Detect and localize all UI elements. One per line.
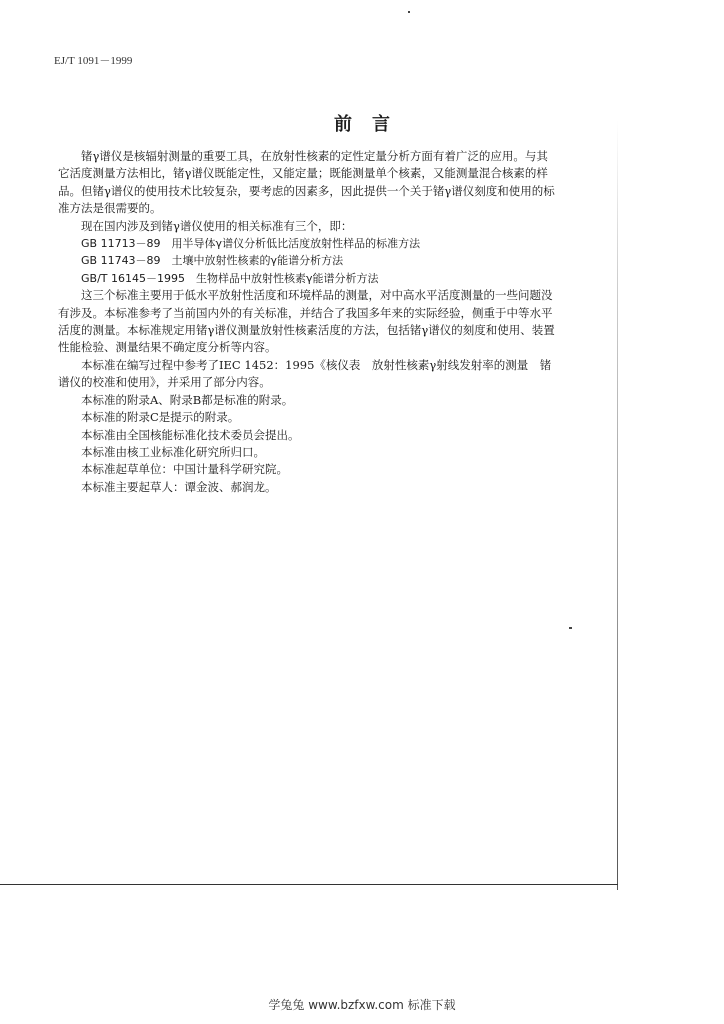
paragraph-scope: 这三个标准主要用于低水平放射性活度和环境样品的测量，对中高水平活度测量的一些问题没有涉及。本标准参考了当前国内外的有关标准，并结合了我国多年来的实际经验，侧重于中等水平活度的测量。本标准规定用锗γ谱仪测量放射性核素活度的方法，包括锗γ谱仪的刻度和使用、装置性能检验、测量结果不确定度分析等内容。 xyxy=(58,288,555,355)
document-body xyxy=(58,148,558,496)
note-drafters: 本标准主要起草人：谭金波、郝润龙。 xyxy=(81,479,277,494)
watermark-footer: 学兔兔 www.bzfxw.com 标准下载 xyxy=(268,998,456,1012)
note-appendix-c: 本标准的附录C是提示的附录。 xyxy=(81,410,240,425)
note-administrator: 本标准由核工业标准化研究所归口。 xyxy=(81,444,265,459)
note-proposer: 本标准由全国核能标准化技术委员会提出。 xyxy=(81,427,300,442)
paragraph-intro: 锗γ谱仪是核辐射测量的重要工具，在放射性核素的定性定量分析方面有着广泛的应用。与其它活度测量方法相比，锗γ谱仪既能定性，又能定量；既能测量单个核素，又能测量混合核素的样品。但锗γ谱仪的使用技术比较复杂，要考虑的因素多，因此提供一个关于锗γ谱仪刻度和使用的标准方法是很需要的。 xyxy=(58,149,555,216)
standard-item: GB/T 16145－1995 生物样品中放射性核素γ能谱分析方法 xyxy=(81,271,379,285)
note-drafting-unit: 本标准起草单位：中国计量科学研究院。 xyxy=(81,462,288,477)
scan-speck xyxy=(408,11,410,13)
note-appendix-ab: 本标准的附录A、附录B都是标准的附录。 xyxy=(81,392,294,407)
standard-item: GB 11743－89 土壤中放射性核素的γ能谱分析方法 xyxy=(81,254,344,268)
paragraph-related-standards: 现在国内涉及到锗γ谱仪使用的相关标准有三个，即： xyxy=(81,218,353,233)
page-edge-line xyxy=(617,120,618,890)
scan-speck xyxy=(569,627,572,629)
standard-item: GB 11713－89 用半导体γ谱仪分析低比活度放射性样品的标准方法 xyxy=(81,237,421,251)
page-bottom-line xyxy=(0,884,618,885)
page-title: 前言 xyxy=(334,114,410,135)
document-code: EJ/T 1091－1999 xyxy=(54,55,133,67)
paragraph-reference: 本标准在编写过程中参考了IEC 1452：1995《核仪表 放射性核素γ射线发射率的测量 锗谱仪的校准和使用》，并采用了部分内容。 xyxy=(58,357,552,390)
